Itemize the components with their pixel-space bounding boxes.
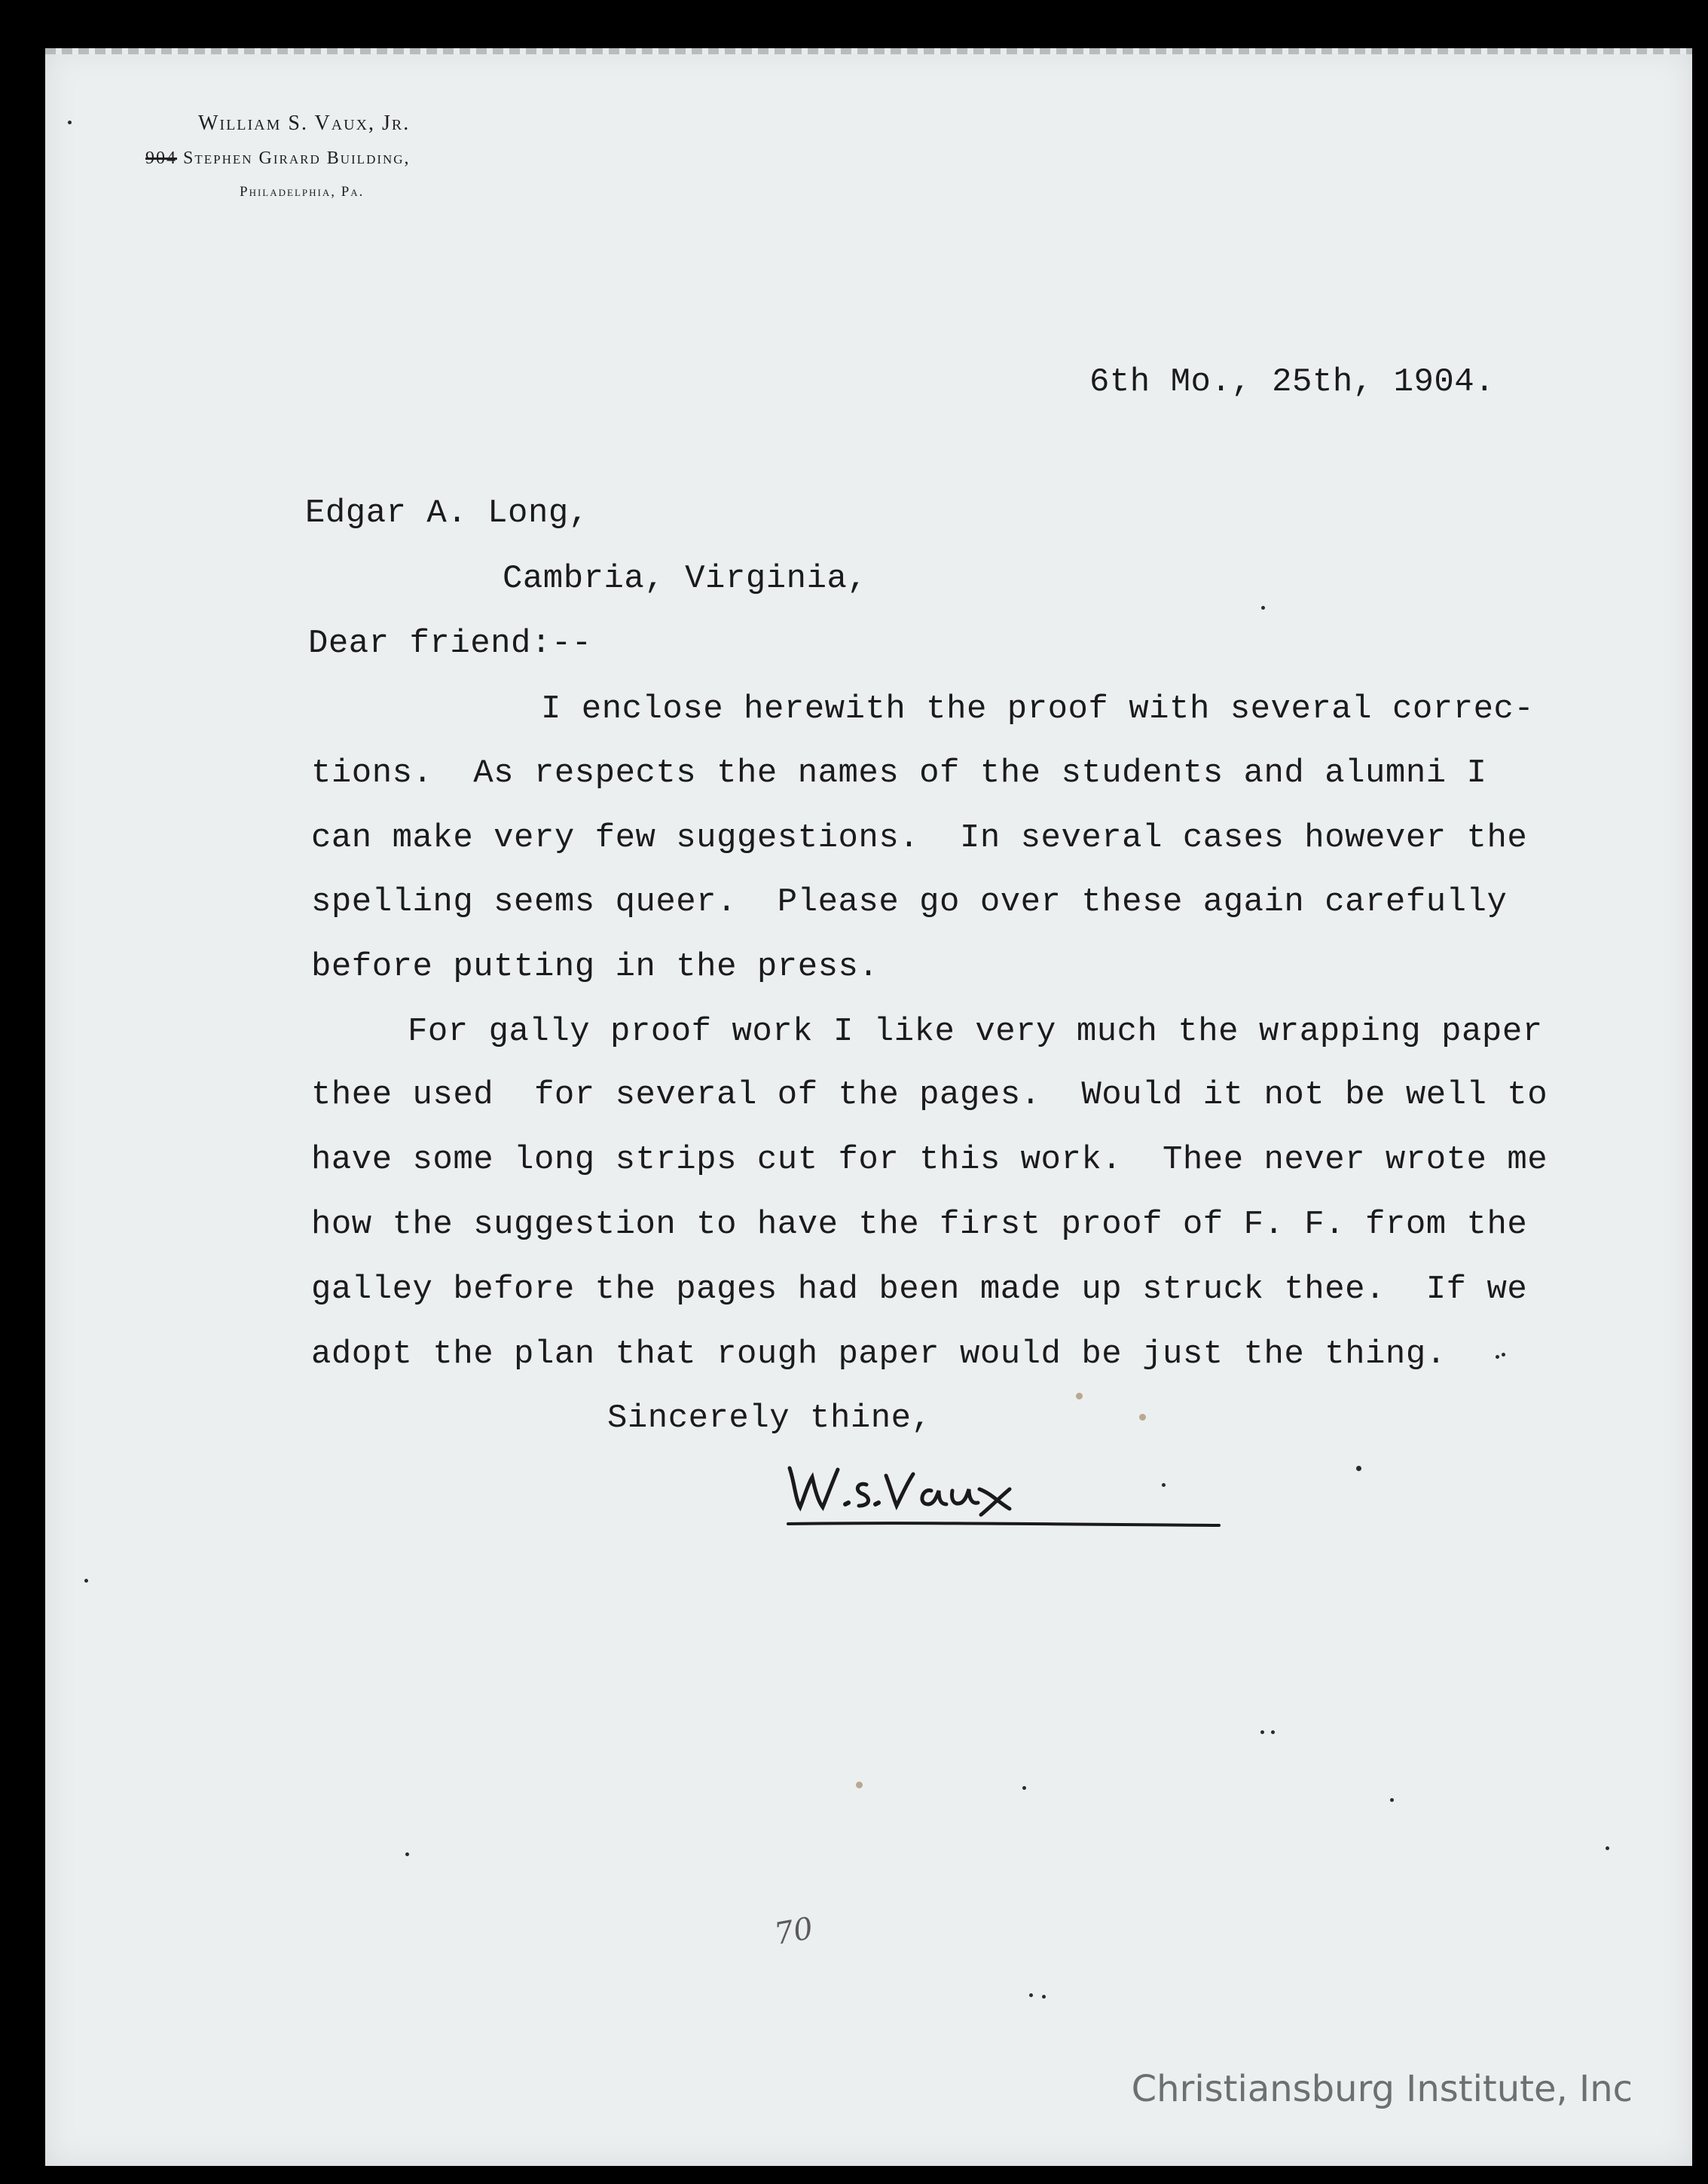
watermark: Christiansburg Institute, Inc: [1131, 2068, 1633, 2110]
letterhead-city: Philadelphia, Pa.: [240, 184, 365, 200]
body-line: can make very few suggestions. In several cases however the: [311, 819, 1528, 857]
paper-stain: [1139, 1414, 1146, 1421]
body-line: adopt the plan that rough paper would be just the thing.: [311, 1335, 1447, 1373]
paper-speck: [1496, 1355, 1499, 1359]
paper-speck: [84, 1579, 88, 1583]
body-line: I enclose herewith the proof with several correc-: [541, 690, 1535, 728]
paper-speck: [68, 121, 72, 124]
paper-speck: [1390, 1798, 1394, 1802]
paper-stain: [856, 1782, 863, 1788]
letter-date: 6th Mo., 25th, 1904.: [1089, 363, 1496, 401]
body-line: galley before the pages had been made up struck thee. If we: [311, 1271, 1528, 1308]
paper-speck: [1261, 606, 1265, 610]
letterhead-building: Stephen Girard Building,: [183, 148, 411, 168]
pencil-note: 70: [772, 1910, 816, 1953]
paper-speck: [1606, 1846, 1609, 1850]
body-line: spelling seems queer. Please go over these again carefully: [311, 883, 1508, 921]
paper-stain: [1076, 1393, 1083, 1399]
signature: [784, 1454, 1236, 1530]
body-line: For gally proof work I like very much the wrapping paper: [408, 1013, 1543, 1051]
recipient-name: Edgar A. Long,: [305, 494, 589, 532]
body-line: before putting in the press.: [311, 948, 879, 986]
paper-speck: [1502, 1353, 1505, 1357]
body-line: thee used for several of the pages. Would it not be well to: [311, 1076, 1548, 1114]
body-line: have some long strips cut for this work. Thee never wrote me: [311, 1141, 1548, 1179]
paper-speck: [1356, 1466, 1361, 1471]
letterhead-name: William S. Vaux, Jr.: [198, 112, 411, 135]
paper-top-edge: [45, 48, 1692, 54]
paper-speck: [1042, 1995, 1046, 1999]
paper-speck: [1022, 1786, 1026, 1790]
recipient-place: Cambria, Virginia,: [503, 560, 868, 598]
paper-speck: [1029, 1993, 1033, 1997]
letterhead-address: [145, 148, 411, 169]
body-line: tions. As respects the names of the students and alumni I: [311, 754, 1487, 792]
paper-speck: [1260, 1730, 1264, 1734]
closing: Sincerely thine,: [607, 1399, 932, 1437]
body-line: how the suggestion to have the first proof of F. F. from the: [311, 1206, 1528, 1243]
paper-speck: [1162, 1483, 1166, 1487]
salutation: Dear friend:--: [308, 625, 592, 662]
paper-speck: [405, 1852, 409, 1856]
letterhead-struck-number: 904: [145, 148, 177, 168]
paper-speck: [1271, 1730, 1275, 1734]
